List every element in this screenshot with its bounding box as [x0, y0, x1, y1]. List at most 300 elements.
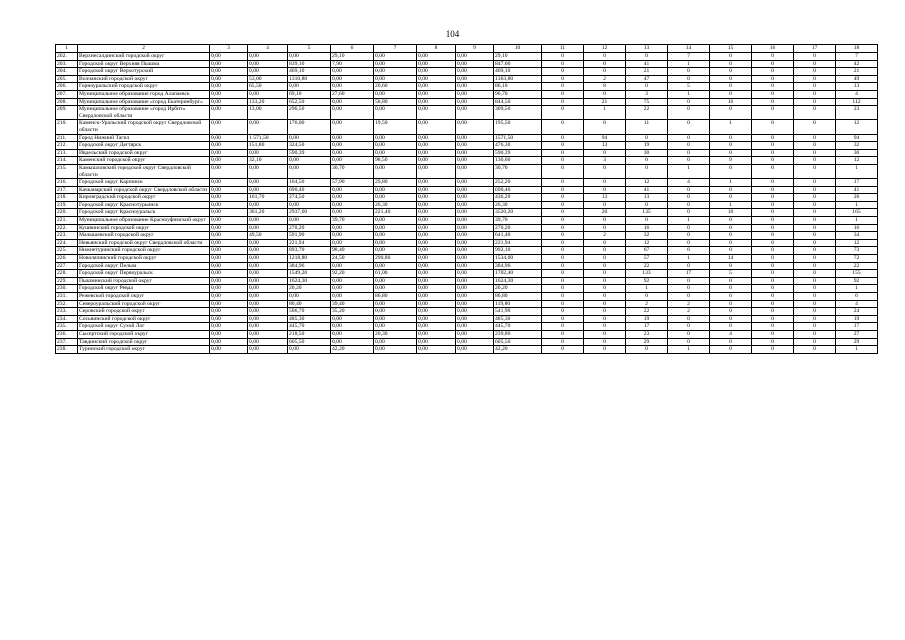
value-cell: 0 — [584, 68, 626, 76]
value-cell: 1 571,50 — [248, 134, 288, 142]
value-cell: 0,00 — [248, 120, 288, 134]
value-cell: 41 — [836, 186, 878, 194]
value-cell: 239,80 — [494, 330, 542, 338]
value-cell: 176,00 — [288, 120, 331, 134]
value-cell: 591,90 — [288, 232, 331, 240]
table-row — [56, 232, 878, 240]
value-cell: 0,00 — [417, 293, 456, 301]
table-row — [56, 262, 878, 270]
value-cell: 0 — [752, 134, 794, 142]
value-cell: 0,00 — [417, 120, 456, 134]
value-cell: 0,00 — [456, 142, 494, 150]
value-cell: 0 — [794, 90, 836, 98]
value-cell: 0 — [668, 98, 710, 106]
value-cell: 0,00 — [417, 68, 456, 76]
value-cell: 0 — [668, 120, 710, 134]
value-cell: 0,00 — [417, 90, 456, 98]
value-cell: 0,00 — [248, 293, 288, 301]
value-cell: 0 — [668, 330, 710, 338]
value-cell: 3 — [584, 157, 626, 165]
value-cell: 65,50 — [248, 83, 288, 91]
value-cell: 0,00 — [210, 209, 248, 217]
value-cell: 0 — [668, 201, 710, 209]
value-cell: 221,94 — [494, 239, 542, 247]
value-cell: 1 — [668, 60, 710, 68]
value-cell: 0,00 — [288, 83, 331, 91]
column-number: 17 — [794, 45, 836, 53]
value-cell: 23 — [836, 106, 878, 120]
value-cell: 0,00 — [288, 293, 331, 301]
column-number: 14 — [668, 45, 710, 53]
value-cell: 0 — [584, 338, 626, 346]
value-cell: 0,00 — [374, 346, 417, 354]
value-cell: 384,96 — [288, 262, 331, 270]
value-cell: 0 — [584, 308, 626, 316]
value-cell: 0,00 — [248, 90, 288, 98]
value-cell: 0 — [710, 186, 752, 194]
value-cell: 0 — [542, 209, 584, 217]
value-cell: 92 — [626, 277, 668, 285]
value-cell: 0,00 — [456, 247, 494, 255]
value-cell: 19,50 — [374, 120, 417, 134]
value-cell: 0 — [794, 75, 836, 83]
value-cell: 0,00 — [331, 201, 374, 209]
value-cell: 0 — [752, 270, 794, 278]
value-cell: 0,00 — [288, 53, 331, 61]
value-cell: 0 — [584, 201, 626, 209]
value-cell: 0 — [710, 308, 752, 316]
value-cell: 0 — [626, 134, 668, 142]
value-cell: 17 — [836, 179, 878, 187]
value-cell: 94 — [836, 134, 878, 142]
column-number: 1 — [56, 45, 78, 53]
value-cell: 53,00 — [248, 75, 288, 83]
value-cell: 0 — [626, 217, 668, 225]
value-cell: 0 — [668, 262, 710, 270]
value-cell: 42,20 — [331, 346, 374, 354]
value-cell: 0,00 — [417, 106, 456, 120]
value-cell: 26,30 — [494, 201, 542, 209]
value-cell: 0,00 — [456, 330, 494, 338]
value-cell: 1 — [668, 90, 710, 98]
row-number: 209. — [56, 106, 78, 120]
value-cell: 0 — [626, 164, 668, 178]
value-cell: 7 — [668, 53, 710, 61]
value-cell: 0,00 — [331, 142, 374, 150]
value-cell: 0,00 — [417, 277, 456, 285]
value-cell: 0 — [752, 308, 794, 316]
municipality-name: Городской округ Краснотурьинск — [78, 201, 210, 209]
municipality-name: Городской округ Дегтярск — [78, 142, 210, 150]
value-cell: 0 — [542, 239, 584, 247]
value-cell: 0,00 — [456, 346, 494, 354]
value-cell: 0 — [794, 157, 836, 165]
value-cell: 252,20 — [494, 179, 542, 187]
value-cell: 86,80 — [374, 293, 417, 301]
municipality-name: Городской округ Пелым — [78, 262, 210, 270]
value-cell: 218,50 — [288, 330, 331, 338]
municipality-name: Кушвинский городской округ — [78, 224, 210, 232]
value-cell: 0 — [542, 300, 584, 308]
value-cell: 0 — [752, 338, 794, 346]
value-cell: 0 — [542, 68, 584, 76]
table-row — [56, 217, 878, 225]
value-cell: 0 — [794, 308, 836, 316]
value-cell: 4 — [710, 330, 752, 338]
value-cell: 0 — [584, 315, 626, 323]
value-cell: 0,00 — [417, 255, 456, 263]
value-cell: 0 — [710, 149, 752, 157]
value-cell: 0,00 — [374, 90, 417, 98]
value-cell: 0 — [542, 201, 584, 209]
value-cell: 0 — [794, 179, 836, 187]
value-cell: 5 — [668, 83, 710, 91]
value-cell: 14 — [710, 255, 752, 263]
value-cell: 27,60 — [331, 90, 374, 98]
value-cell: 0 — [752, 300, 794, 308]
value-cell: 0,00 — [248, 224, 288, 232]
value-cell: 161,70 — [248, 194, 288, 202]
value-cell: 0,00 — [417, 142, 456, 150]
value-cell: 0,00 — [456, 217, 494, 225]
value-cell: 0 — [752, 75, 794, 83]
value-cell: 0,00 — [210, 232, 248, 240]
value-cell: 0 — [542, 83, 584, 91]
value-cell: 0 — [668, 232, 710, 240]
value-cell: 384,96 — [494, 262, 542, 270]
value-cell: 0,00 — [331, 186, 374, 194]
value-cell: 0,00 — [417, 262, 456, 270]
value-cell: 0 — [542, 157, 584, 165]
value-cell: 20,30 — [374, 330, 417, 338]
value-cell: 0 — [794, 338, 836, 346]
value-cell: 0,00 — [456, 224, 494, 232]
value-cell: 22 — [626, 262, 668, 270]
value-cell: 0 — [668, 194, 710, 202]
row-number: 231. — [56, 293, 78, 301]
value-cell: 0 — [794, 323, 836, 331]
value-cell: 1549,20 — [288, 270, 331, 278]
value-cell: 0 — [542, 194, 584, 202]
value-cell: 92,20 — [331, 270, 374, 278]
value-cell: 0 — [584, 346, 626, 354]
value-cell: 32 — [626, 232, 668, 240]
value-cell: 0,00 — [210, 53, 248, 61]
table-row — [56, 201, 878, 209]
value-cell: 0,00 — [210, 323, 248, 331]
value-cell: 1 — [626, 285, 668, 293]
value-cell: 6 — [710, 293, 752, 301]
value-cell: 0,00 — [417, 164, 456, 178]
value-cell: 0 — [668, 75, 710, 83]
value-cell: 0,00 — [374, 323, 417, 331]
value-cell: 0,00 — [456, 255, 494, 263]
table-row — [56, 149, 878, 157]
value-cell: 22 — [836, 262, 878, 270]
table-row — [56, 83, 878, 91]
value-cell: 0 — [710, 315, 752, 323]
value-cell: 0,00 — [210, 98, 248, 106]
municipality-name: Туринский городской округ — [78, 346, 210, 354]
value-cell: 0 — [752, 90, 794, 98]
table-row — [56, 194, 878, 202]
value-cell: 24,50 — [331, 255, 374, 263]
table-row — [56, 277, 878, 285]
value-cell: 0,00 — [210, 315, 248, 323]
municipality-name: Город Нижний Тагил — [78, 134, 210, 142]
column-number: 12 — [584, 45, 626, 53]
value-cell: 98,50 — [374, 157, 417, 165]
value-cell: 0,00 — [248, 201, 288, 209]
row-number: 207. — [56, 90, 78, 98]
value-cell: 0,00 — [210, 277, 248, 285]
value-cell: 0 — [794, 53, 836, 61]
value-cell: 0,00 — [417, 209, 456, 217]
table-row — [56, 239, 878, 247]
value-cell: 57,90 — [331, 179, 374, 187]
value-cell: 0,00 — [248, 330, 288, 338]
value-cell: 49 — [836, 75, 878, 83]
value-cell: 0 — [752, 142, 794, 150]
value-cell: 0 — [542, 60, 584, 68]
value-cell: 0 — [542, 149, 584, 157]
value-cell: 0 — [626, 83, 668, 91]
value-cell: 0,00 — [288, 346, 331, 354]
value-cell: 75 — [626, 98, 668, 106]
value-cell: 58,80 — [374, 98, 417, 106]
value-cell: 0,00 — [417, 300, 456, 308]
value-cell: 0,00 — [331, 232, 374, 240]
value-cell: 641,40 — [494, 232, 542, 240]
value-cell: 1 — [836, 164, 878, 178]
row-number: 214. — [56, 157, 78, 165]
value-cell: 0,00 — [288, 164, 331, 178]
municipality-name: Верхнесалдинский городской округ — [78, 53, 210, 61]
column-number: 16 — [752, 45, 794, 53]
municipality-name: Городской округ Ревда — [78, 285, 210, 293]
municipality-name: Серовский городской округ — [78, 308, 210, 316]
value-cell: 0,00 — [456, 186, 494, 194]
value-cell: 0,00 — [331, 293, 374, 301]
row-number: 202. — [56, 53, 78, 61]
value-cell: 0 — [668, 186, 710, 194]
value-cell: 155 — [836, 270, 878, 278]
value-cell: 1 — [836, 201, 878, 209]
value-cell: 0,00 — [374, 247, 417, 255]
value-cell: 0 — [584, 330, 626, 338]
value-cell: 2 — [626, 300, 668, 308]
value-cell: 0 — [542, 270, 584, 278]
row-number: 236. — [56, 330, 78, 338]
value-cell: 80,40 — [288, 300, 331, 308]
value-cell: 0 — [752, 98, 794, 106]
value-cell: 16 — [626, 224, 668, 232]
municipality-name: Волчанский городской округ — [78, 75, 210, 83]
value-cell: 0 — [794, 164, 836, 178]
value-cell: 0 — [584, 164, 626, 178]
value-cell: 0,00 — [374, 300, 417, 308]
value-cell: 9 — [710, 157, 752, 165]
row-number: 230. — [56, 285, 78, 293]
value-cell: 0 — [752, 149, 794, 157]
value-cell: 35,20 — [331, 308, 374, 316]
value-cell: 590,39 — [494, 149, 542, 157]
value-cell: 0 — [584, 323, 626, 331]
value-cell: 0 — [752, 53, 794, 61]
value-cell: 0,00 — [288, 157, 331, 165]
value-cell: 0,00 — [374, 75, 417, 83]
value-cell: 0,00 — [417, 186, 456, 194]
value-cell: 21 — [836, 68, 878, 76]
value-cell: 8 — [584, 83, 626, 91]
value-cell: 0 — [710, 232, 752, 240]
value-cell: 0 — [584, 186, 626, 194]
value-cell: 41 — [626, 60, 668, 68]
value-cell: 3 — [626, 90, 668, 98]
value-cell: 0,00 — [210, 293, 248, 301]
value-cell: 13,00 — [248, 106, 288, 120]
value-cell: 0,00 — [374, 217, 417, 225]
value-cell: 5 — [710, 270, 752, 278]
value-cell: 0 — [542, 106, 584, 120]
value-cell: 0 — [752, 217, 794, 225]
value-cell: 0,00 — [331, 134, 374, 142]
value-cell: 485,30 — [494, 315, 542, 323]
value-cell: 0 — [668, 277, 710, 285]
value-cell: 0 — [668, 323, 710, 331]
value-cell: 0,00 — [210, 149, 248, 157]
value-cell: 0 — [542, 142, 584, 150]
value-cell: 270,20 — [494, 224, 542, 232]
value-cell: 0 — [710, 53, 752, 61]
value-cell: 135 — [626, 209, 668, 217]
value-cell: 21 — [626, 68, 668, 76]
value-cell: 0 — [710, 277, 752, 285]
value-cell: 0,00 — [210, 68, 248, 76]
value-cell: 49,50 — [248, 232, 288, 240]
value-cell: 0 — [794, 300, 836, 308]
value-cell: 0 — [794, 68, 836, 76]
value-cell: 0 — [752, 330, 794, 338]
value-cell: 290,80 — [374, 255, 417, 263]
value-cell: 0,00 — [248, 53, 288, 61]
value-cell: 30,70 — [494, 164, 542, 178]
value-cell: 0 — [542, 293, 584, 301]
value-cell: 0,00 — [331, 285, 374, 293]
table-row — [56, 120, 878, 134]
value-cell: 0,00 — [331, 120, 374, 134]
value-cell: 86,10 — [494, 83, 542, 91]
value-cell: 0,00 — [331, 239, 374, 247]
value-cell: 274,50 — [288, 194, 331, 202]
value-cell: 0,00 — [210, 164, 248, 178]
value-cell: 893,70 — [288, 247, 331, 255]
municipality-name: Каменский городской округ — [78, 157, 210, 165]
value-cell: 0 — [752, 186, 794, 194]
value-cell: 652,50 — [288, 98, 331, 106]
municipality-name: Муниципальное образование «город Ирбит» Свердловской области — [78, 106, 210, 120]
value-cell: 1534,00 — [494, 255, 542, 263]
value-cell: 0,00 — [456, 194, 494, 202]
value-cell: 0 — [668, 209, 710, 217]
value-cell: 0 — [752, 293, 794, 301]
row-number: 204. — [56, 68, 78, 76]
value-cell: 0 — [794, 142, 836, 150]
value-cell: 0 — [752, 247, 794, 255]
value-cell: 0,00 — [331, 262, 374, 270]
table-row — [56, 224, 878, 232]
value-cell: 0 — [668, 239, 710, 247]
table-row — [56, 134, 878, 142]
value-cell: 0 — [584, 285, 626, 293]
value-cell: 20,20 — [288, 285, 331, 293]
value-cell: 0,00 — [417, 60, 456, 68]
value-cell: 0,00 — [374, 60, 417, 68]
value-cell: 0 — [584, 224, 626, 232]
value-cell: 0 — [710, 217, 752, 225]
value-cell: 0 — [710, 164, 752, 178]
value-cell: 3520,20 — [494, 209, 542, 217]
value-cell: 86,80 — [494, 293, 542, 301]
value-cell: 0,00 — [417, 239, 456, 247]
value-cell: 605,50 — [494, 338, 542, 346]
value-cell: 0,00 — [210, 142, 248, 150]
value-cell: 0,00 — [210, 330, 248, 338]
value-cell: 0,00 — [248, 60, 288, 68]
value-cell: 29,10 — [331, 53, 374, 61]
value-cell: 130,60 — [494, 157, 542, 165]
column-number: 6 — [331, 45, 374, 53]
value-cell: 0 — [668, 285, 710, 293]
value-cell: 0 — [794, 239, 836, 247]
value-cell: 221,40 — [374, 209, 417, 217]
value-cell: 361,20 — [248, 209, 288, 217]
value-cell: 0,00 — [456, 308, 494, 316]
value-cell: 0 — [752, 68, 794, 76]
value-cell: 0,00 — [248, 262, 288, 270]
value-cell: 0,00 — [374, 142, 417, 150]
value-cell: 0 — [794, 255, 836, 263]
value-cell: 690,40 — [288, 186, 331, 194]
value-cell: 0,00 — [456, 338, 494, 346]
value-cell: 0,00 — [374, 164, 417, 178]
value-cell: 436,20 — [494, 194, 542, 202]
municipality-name: Городской округ Карпинск — [78, 179, 210, 187]
value-cell: 2 — [668, 308, 710, 316]
value-cell: 1 — [710, 201, 752, 209]
value-cell: 0,00 — [210, 224, 248, 232]
value-cell: 541,90 — [494, 308, 542, 316]
value-cell: 0,00 — [248, 186, 288, 194]
value-cell: 0,00 — [210, 120, 248, 134]
value-cell: 0 — [542, 346, 584, 354]
value-cell: 0 — [710, 194, 752, 202]
table-row — [56, 270, 878, 278]
municipality-name: Муниципальное образование «город Екатеринбург» — [78, 98, 210, 106]
column-number: 7 — [374, 45, 417, 53]
value-cell: 0 — [668, 149, 710, 157]
municipality-name: Городской округ Верхняя Пышма — [78, 60, 210, 68]
value-cell: 0 — [752, 179, 794, 187]
value-cell: 133,20 — [248, 98, 288, 106]
value-cell: 26,30 — [374, 201, 417, 209]
value-cell: 42 — [836, 60, 878, 68]
value-cell: 0,00 — [210, 300, 248, 308]
value-cell: 12 — [626, 239, 668, 247]
value-cell: 0,00 — [456, 179, 494, 187]
row-number: 215. — [56, 164, 78, 178]
value-cell: 0,00 — [331, 83, 374, 91]
